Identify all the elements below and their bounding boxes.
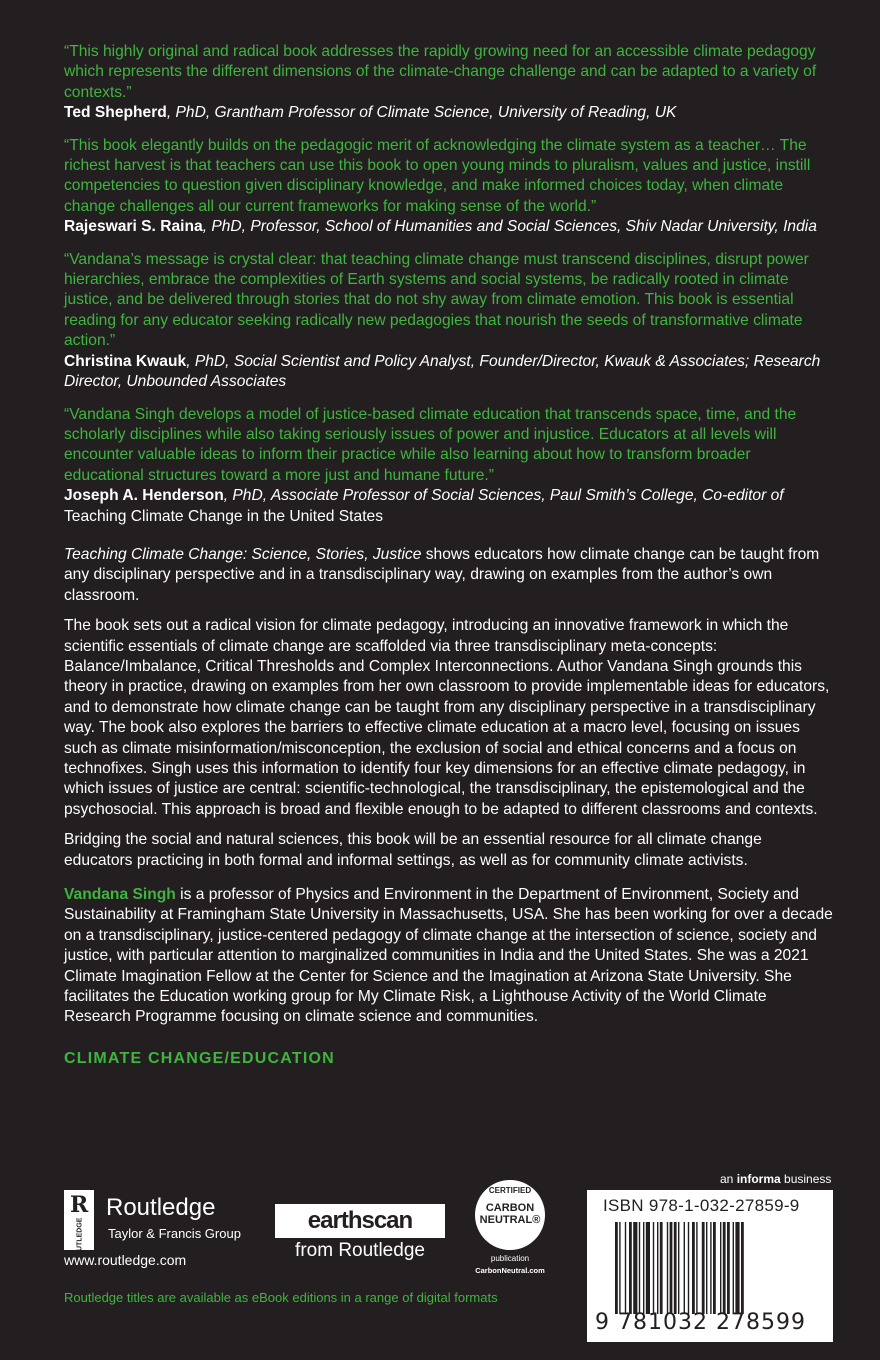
author-name: Vandana Singh [64,886,176,904]
barcode-bar [657,1222,658,1314]
endorsement-text: “Vandana Singh develops a model of justice-based climate education that transcends space, time, and the scholarly disciplines while also taking seriously issues of power and injustice. Educators at all levels will encounter valuable ideas to inform their practice while also learning about how to transform broader educational structures toward a more just and humane future.” [64,405,797,484]
endorsement-2 [64,136,834,238]
barcode-bar [733,1222,734,1314]
informa-brand: informa [736,1172,781,1186]
earthscan-logo [275,1204,445,1262]
description-body: The book sets out a radical vision for climate pedagogy, introducing an innovative framework in which the scientific essentials of climate change are scaffolded via three transdisciplinary meta-concepts: Balance/Imbalance, Critical Thresholds and Complex Interconnections. Author Vandana Singh grounds this theory in practice, drawing on examples from her own classroom to provide implementable ideas for educators, and to demonstrate how climate change can be taught from any disciplinary perspective in a transdisciplinary way. The book also explores the barriers to effective climate education at a macro level, focusing on issues such as climate misinformation/misconception, the exclusion of social and ethical concerns and a focus on technofixes. Singh uses this information to identify four key dimensions for an effective climate pedagogy, in which issues of justice are central: scientific-technological, the transdisciplinary, the epistemological and the psychosocial. This approach is broad and flexible enough to be adapted to different classrooms and contexts. [64,617,830,818]
endorsement-author [64,352,834,393]
description-intro [64,545,834,606]
publisher-url: www.routledge.com [64,1252,187,1268]
cover-footer [0,1160,880,1360]
carbon-certified: CERTIFIED [488,1186,532,1195]
subject-category: CLIMATE CHANGE/EDUCATION [64,1049,335,1067]
endorser-affiliation: , PhD, Social Scientist and Policy Analyst, Founder/Director, Kwauk & Associates; Research Director, Unbounded Associates [64,352,821,391]
carbon-neutral-icon [475,1180,545,1250]
back-cover-content [64,42,834,1068]
barcode-bar [639,1222,640,1314]
endorsement-text: “This book elegantly builds on the pedagogic merit of acknowledging the climate system as a teacher… The richest harvest is that teachers can use this book to open young minds to pluralism, values and justice, instill competencies to question given disciplinary knowledge, and make informed choices today, when climate change challenges all our current frameworks for making sense of the world.” [64,136,811,215]
endorsement-author [64,103,834,123]
barcode-bar [723,1222,726,1314]
barcode-bar [692,1222,695,1314]
barcode-bar [710,1222,711,1314]
carbon-line1: CARBON [485,1202,535,1214]
description-intro-text: shows educators how climate change can be taught from any disciplinary perspective and in a transdisciplinary way, drawing on examples from the author’s own classroom. [64,545,820,604]
description-closing: Bridging the social and natural sciences, this book will be an essential resource for all climate change educators practicing in both formal and informal settings, as well as for community climate activists. [64,831,762,869]
endorsement-author [64,486,834,527]
barcode-bar [625,1222,626,1314]
barcode-bar [660,1222,663,1314]
barcode-bar [741,1222,744,1314]
barcode-bar [678,1222,679,1314]
endorser-affiliation: , PhD, Professor, School of Humanities and Social Sciences, Shiv Nadar University, India [202,218,817,236]
carbon-line2: NEUTRAL® [479,1214,541,1226]
routledge-shield-icon [64,1190,94,1262]
author-bio-text: is a professor of Physics and Environment in the Department of Environment, Society and Sustainability at Framingham State University in Massachusetts, USA. She has been working for over a decade on a transdisciplinary, justice-centered pedagogy of climate change at the intersection of science, society and justice, with particular attention to marginalized communities in India and the United States. She was a 2021 Climate Imagination Fellow at the Center for Science and the Imagination at Arizona State University. She facilitates the Education working group for My Climate Risk, a Lighthouse Activity of the World Climate Research Programme focusing on climate science and communities. [64,886,833,1026]
barcode-bar [713,1222,716,1314]
book-title: Teaching Climate Change: Science, Stories, Justice [64,545,422,563]
endorsement-author [64,217,834,237]
barcode-bar [735,1222,739,1314]
endorsement-4 [64,405,834,527]
barcode-bar [706,1222,707,1314]
barcode-bar [720,1222,721,1314]
carbon-neutral-text [475,1202,545,1226]
endorser-name: Joseph A. Henderson [64,487,224,505]
informa-tagline [720,1172,831,1186]
barcode-bar [674,1222,677,1314]
barcode-bar [653,1222,654,1314]
barcode-bar [727,1222,730,1314]
barcode-digits: 9 781032 278599 [595,1310,806,1335]
barcode-bar [643,1222,644,1314]
informa-suffix: business [780,1172,832,1186]
barcode-bar [696,1222,697,1314]
barcode-bar [615,1222,618,1314]
endorsement-text: “Vandana’s message is crystal clear: that teaching climate change must transcend disciplines, disrupt power hierarchies, embrace the complexities of Earth systems and social systems, be radically rooted in climate justice, and be delivered through stories that do not shy away from climate emotion. This book is essential reading for any educator seeking radically new pedagogies that nourish the seeds of transformative climate action.” [64,250,809,350]
carbon-publication: publication [490,1254,530,1263]
barcode-bar [629,1222,632,1314]
barcode-bar [688,1222,689,1314]
earthscan-wordmark: earthscan [275,1204,445,1238]
endorsement-3 [64,250,834,393]
endorser-name: Rajeswari S. Raina [64,218,203,236]
carbon-neutral-badge [465,1180,555,1280]
endorser-name: Ted Shepherd [64,104,167,122]
endorser-affiliation: , PhD, Associate Professor of Social Sciences, Paul Smith’s College, Co-editor of [223,487,784,505]
earthscan-sub: from Routledge [295,1240,425,1261]
barcode-bar [684,1222,685,1314]
barcode-bar [667,1222,668,1314]
barcode-bar [646,1222,650,1314]
shield-letter: R [70,1192,89,1218]
publisher-name: Routledge [106,1194,216,1221]
endorsement-text: “This highly original and radical book addresses the rapidly growing need for an accessible climate pedagogy which represents the different dimensions of the climate-change challenge and can be adapted to a variety of contexts.” [64,43,817,101]
ebook-note: Routledge titles are available as eBook editions in a range of digital formats [64,1290,498,1305]
informa-prefix: an [720,1172,737,1186]
carbon-url: CarbonNeutral.com [475,1266,545,1275]
barcode-bar [702,1222,705,1314]
endorsement-1 [64,42,834,124]
publisher-group: Taylor & Francis Group [108,1226,241,1241]
endorser-affiliation: , PhD, Grantham Professor of Climate Science, University of Reading, UK [166,104,677,122]
isbn-barcode [587,1190,833,1342]
co-edited-book-title: Teaching Climate Change in the United States [64,507,383,525]
author-bio [64,885,834,1028]
barcode-bar [670,1222,673,1314]
shield-text: ROUTLEDGE [76,1217,84,1262]
barcode-bar [633,1222,637,1314]
barcode-bars [615,1222,815,1314]
endorser-name: Christina Kwauk [64,352,187,370]
isbn-number: ISBN 978-1-032-27859-9 [603,1196,800,1215]
barcode-bar [619,1222,620,1314]
